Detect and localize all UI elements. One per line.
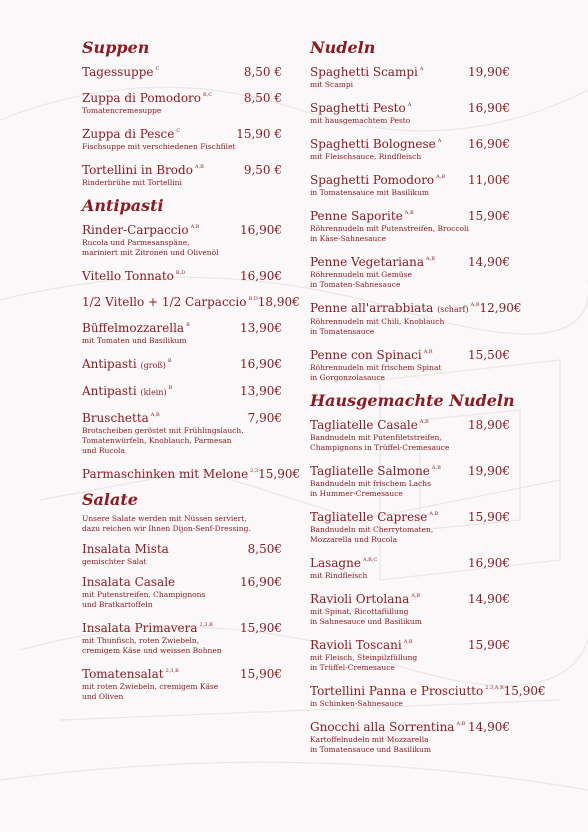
dish-name: Ravioli Ortolana	[310, 592, 410, 606]
dish-description: mit Tomaten und Basilikum	[82, 336, 187, 345]
dish-name: Spaghetti Bolognese	[310, 137, 436, 151]
dish-name: 1/2 Vitello + 1/2 Carpaccio	[82, 295, 247, 309]
dish-size: (groß)	[140, 361, 166, 370]
dish-name: Penne Saporite	[310, 209, 403, 223]
dish-price: 14,90€	[468, 592, 510, 606]
dish-description: in Tomatensauce und Basilikum	[310, 745, 431, 754]
menu-item	[310, 635, 510, 673]
dish-price: 15,90€	[258, 467, 301, 481]
allergen-codes: A,B	[404, 210, 414, 216]
dish-name-wrap	[310, 415, 429, 433]
dish-name-wrap	[310, 134, 441, 152]
item-list	[82, 542, 282, 702]
dish-name: Ravioli Toscani	[310, 638, 402, 652]
dish-description: Kartoffelnudeln mit Mozzarella	[310, 735, 429, 744]
dish-name-wrap	[82, 664, 179, 682]
menu-item	[310, 298, 522, 337]
menu-item	[82, 542, 282, 567]
menu-item-row	[82, 62, 282, 80]
dish-price: 18,90€	[468, 418, 510, 432]
dish-price: 16,90€	[240, 269, 282, 283]
menu-item-row	[310, 681, 546, 699]
allergen-codes: 2,3,B	[165, 668, 179, 674]
dish-description: Röhrennudeln mit Chili, Knoblauch	[310, 317, 445, 326]
allergen-codes: A,B	[426, 256, 435, 262]
dish-name: Tortellini Panna e Prosciutto	[310, 684, 484, 698]
dish-name: Antipasti	[82, 384, 137, 398]
menu-item	[82, 266, 282, 284]
dish-price: 15,50€	[468, 348, 510, 362]
allergen-codes: A,B	[423, 349, 433, 355]
dish-price: 16,90€	[240, 223, 282, 237]
menu-item-row	[82, 464, 301, 482]
menu-item-row	[310, 589, 510, 607]
dish-price: 16,90€	[468, 101, 510, 115]
menu-item	[82, 464, 301, 482]
section-title: Hausgemachte Nudeln	[310, 391, 515, 410]
menu-item-row	[310, 553, 510, 571]
dish-price: 9,50 €	[243, 163, 282, 177]
allergen-codes: A,B	[194, 164, 204, 170]
dish-price: 11,00€	[468, 173, 510, 187]
dish-description: in Hummer-Cremesauce	[310, 489, 403, 498]
dish-name: Gnocchi alla Sorrentina	[310, 720, 455, 734]
dish-name-wrap	[310, 345, 433, 363]
dish-price: 8,50 €	[243, 65, 282, 79]
menu-item	[82, 381, 282, 400]
section-title: Antipasti	[82, 196, 164, 215]
menu-item-row	[82, 266, 282, 284]
menu-item	[82, 575, 282, 610]
allergen-codes: A,B	[470, 302, 480, 308]
dish-description: und Bratkartoffeln	[82, 600, 153, 609]
dish-price: 14,90€	[468, 255, 510, 269]
menu-item-row	[310, 252, 510, 270]
dish-description: mit hausgemachtem Pesto	[310, 116, 411, 125]
allergen-codes: A,B	[403, 639, 413, 645]
dish-price: 15,90 €	[236, 127, 282, 141]
dish-name: Tagessuppe	[82, 65, 154, 79]
dish-name: Insalata Mista	[82, 542, 169, 556]
dish-name-wrap	[310, 507, 438, 525]
dish-description: Tomatenwürfeln, Knoblauch, Parmesan	[82, 436, 232, 445]
dish-description: mit Fleisch, Steinpilzfüllung	[310, 653, 418, 662]
dish-name: Tagliatelle Salmone	[310, 464, 430, 478]
menu-item	[82, 354, 282, 373]
dish-description: Fischsuppe mit verschiedenen Fischfilet	[82, 142, 236, 151]
dish-name-wrap	[310, 681, 504, 699]
menu-item-row	[82, 318, 282, 336]
dish-description: Röhrennudeln mit Putenstreifen, Broccoli	[310, 224, 469, 233]
menu-item	[310, 252, 510, 290]
dish-price: 13,90€	[240, 321, 282, 335]
menu-item-row	[82, 292, 300, 310]
menu-item-row	[310, 507, 510, 525]
menu-item	[82, 160, 282, 188]
dish-name: Tagliatelle Casale	[310, 418, 418, 432]
menu-item-row	[82, 408, 282, 426]
dish-name: Spaghetti Pesto	[310, 101, 406, 115]
dish-price: 15,90€	[468, 638, 510, 652]
menu-item-row	[82, 88, 282, 106]
dish-name: Insalata Casale	[82, 575, 176, 589]
section-nudeln	[310, 38, 522, 383]
menu-item	[82, 88, 282, 116]
section-salate	[82, 490, 282, 702]
menu-item-row	[82, 160, 282, 178]
menu-item	[310, 717, 510, 755]
dish-description: mit Rindfleisch	[310, 571, 368, 580]
section-title: Suppen	[82, 38, 150, 57]
menu-item	[82, 618, 282, 656]
section-antipasti	[82, 196, 301, 482]
allergen-codes: C	[176, 128, 181, 134]
section-hausgemacht	[310, 391, 546, 755]
dish-name: Büffelmozzarella	[82, 321, 185, 335]
allergen-codes: A,B	[190, 224, 200, 230]
dish-description: in Käse-Sahnesauce	[310, 234, 387, 243]
dish-price: 16,90€	[468, 556, 510, 570]
dish-name-wrap	[310, 62, 423, 80]
dish-description: in Trüffel-Cremesauce	[310, 663, 395, 672]
menu-item	[310, 415, 510, 453]
dish-name-wrap	[310, 461, 441, 479]
dish-name-wrap	[82, 575, 175, 590]
dish-name-wrap	[310, 206, 414, 224]
dish-name-wrap	[82, 88, 212, 106]
dish-description: mit Putenstreifen, Champignons	[82, 590, 206, 599]
dish-description: in Sahnesauce und Basilikum	[310, 617, 422, 626]
dish-description: Bandnudeln mit Putenfiletstreifen,	[310, 433, 442, 442]
menu-item-row	[310, 62, 510, 80]
item-list	[82, 62, 282, 188]
dish-name-wrap	[310, 553, 377, 571]
item-list	[310, 415, 546, 755]
dish-description: Röhrennudeln mit frischem Spinat	[310, 363, 442, 372]
allergen-codes: A,B	[429, 511, 439, 517]
menu-item	[310, 206, 510, 244]
dish-price: 12,90€	[479, 301, 522, 315]
dish-name-wrap	[82, 292, 258, 310]
dish-name-wrap	[82, 618, 213, 636]
dish-price: 18,90€	[257, 295, 300, 309]
dish-name-wrap	[82, 464, 258, 482]
section-title: Salate	[82, 490, 138, 509]
dish-name: Tomatensalat	[82, 667, 164, 681]
allergen-codes: B	[168, 385, 173, 391]
menu-item	[310, 62, 510, 90]
menu-item-row	[82, 664, 282, 682]
menu-item	[310, 553, 510, 581]
dish-description: in Gorgonzolasauce	[310, 373, 385, 382]
dish-price: 16,90€	[468, 137, 510, 151]
dish-price: 7,90€	[247, 411, 282, 425]
dish-name-wrap	[82, 381, 172, 400]
menu-item-row	[310, 717, 510, 735]
dish-description: mit Fleischsauce, Rindfleisch	[310, 152, 422, 161]
dish-price: 14,90€	[468, 720, 510, 734]
dish-name: Zuppa di Pesce	[82, 127, 175, 141]
item-list	[82, 220, 301, 482]
dish-name-wrap	[82, 124, 180, 142]
allergen-codes: A,B	[431, 465, 441, 471]
dish-description: Tomatencremesuppe	[82, 106, 162, 115]
dish-description: Röhrennudeln mit Gemüse	[310, 270, 412, 279]
dish-description: in Schinken-Sahnesauce	[310, 699, 403, 708]
dish-name-wrap	[82, 266, 185, 284]
allergen-codes: A	[407, 102, 412, 108]
dish-price: 15,90€	[240, 621, 282, 635]
allergen-codes: B,D	[248, 296, 258, 302]
dish-name: Penne all'arrabbiata	[310, 301, 434, 315]
menu-item-row	[82, 220, 282, 238]
menu-item-row	[310, 635, 510, 653]
dish-name-wrap	[310, 170, 445, 188]
dish-description: Rinderbrühe mit Tortellini	[82, 178, 182, 187]
menu-item-row	[82, 354, 282, 373]
dish-name-wrap	[82, 542, 169, 557]
dish-price: 16,90€	[240, 575, 282, 589]
allergen-codes: A	[437, 138, 442, 144]
menu-item-row	[82, 618, 282, 636]
dish-name-wrap	[310, 298, 480, 317]
dish-description: und Oliven	[82, 692, 124, 701]
allergen-codes: B,D	[175, 270, 186, 276]
menu-item	[82, 292, 300, 310]
dish-size: (scharf)	[437, 305, 469, 314]
allergen-codes: A,B	[411, 593, 421, 599]
dish-name-wrap	[82, 408, 160, 426]
dish-name: Insalata Primavera	[82, 621, 198, 635]
dish-name: Zuppa di Pomodoro	[82, 91, 202, 105]
dish-name: Rinder-Carpaccio	[82, 223, 189, 237]
dish-description: Champignons in Trüffel-Cremesauce	[310, 443, 450, 452]
right-column	[310, 38, 546, 763]
allergen-codes: A,B	[419, 419, 429, 425]
dish-price: 16,90€	[240, 357, 282, 371]
dish-name-wrap	[82, 62, 159, 80]
dish-price: 13,90€	[240, 384, 282, 398]
section-title: Nudeln	[310, 38, 376, 57]
dish-name-wrap	[82, 318, 190, 336]
dish-description: Brotscheiben geröstet mit Frühlingslauch,	[82, 426, 244, 435]
dish-name-wrap	[310, 717, 465, 735]
dish-name: Tortellini in Brodo	[82, 163, 193, 177]
dish-name-wrap	[310, 635, 413, 653]
allergen-codes: A,B	[456, 721, 466, 727]
menu-item-row	[82, 381, 282, 400]
dish-name: Parmaschinken mit Melone	[82, 467, 249, 481]
dish-description: und Rucola	[82, 446, 125, 455]
menu-item	[82, 408, 282, 456]
dish-description: mit Spinat, Ricottafüllung	[310, 607, 409, 616]
menu-item	[310, 507, 510, 545]
dish-name-wrap	[82, 220, 199, 238]
menu-item	[310, 589, 510, 627]
allergen-codes: 2,3,B	[199, 622, 213, 628]
dish-price: 15,90€	[240, 667, 282, 681]
menu-item	[310, 681, 546, 709]
section-suppen	[82, 38, 282, 188]
dish-description: mit roten Zwiebeln, cremigem Käse	[82, 682, 219, 691]
dish-price: 15,90€	[503, 684, 546, 698]
allergen-codes: B	[167, 358, 172, 364]
dish-description: mit Thunfisch, roten Zwiebeln,	[82, 636, 200, 645]
dish-price: 19,90€	[468, 464, 510, 478]
dish-description: mit Scampi	[310, 80, 354, 89]
dish-description: in Tomaten-Sahnesauce	[310, 280, 401, 289]
dish-name-wrap	[310, 589, 420, 607]
dish-description: gemischter Salat	[82, 557, 147, 566]
dish-name: Penne con Spinaci	[310, 348, 422, 362]
menu-item	[310, 461, 510, 499]
menu-item	[310, 170, 510, 198]
allergen-codes: A,B,C	[362, 557, 378, 563]
allergen-codes: B	[186, 322, 190, 328]
menu-item	[310, 98, 510, 126]
dish-name: Antipasti	[82, 357, 137, 371]
dish-name: Bruschetta	[82, 411, 149, 425]
menu-item-row	[82, 124, 282, 142]
item-list	[310, 62, 522, 383]
menu-item	[82, 220, 282, 258]
dish-name: Lasagne	[310, 556, 361, 570]
menu-item-row	[310, 415, 510, 433]
menu-item-row	[310, 170, 510, 188]
dish-name: Tagliatelle Caprese	[310, 510, 428, 524]
menu-item-row	[310, 134, 510, 152]
menu-item-row	[310, 206, 510, 224]
menu-item-row	[310, 298, 522, 317]
allergen-codes: 2,3	[250, 468, 259, 474]
dish-description: Rucola und Parmesanspäne,	[82, 238, 190, 247]
dish-price: 19,90€	[468, 65, 510, 79]
allergen-codes: 2,3,A,B	[485, 685, 504, 691]
menu-item	[310, 345, 510, 383]
allergen-codes: A,B	[150, 412, 160, 418]
dish-description: Bandnudeln mit Cherrytomaten,	[310, 525, 434, 534]
menu-item	[82, 124, 282, 152]
menu-item-row	[310, 98, 510, 116]
menu-item-row	[82, 575, 282, 590]
dish-name: Penne Vegetariana	[310, 255, 425, 269]
dish-description: cremigem Käse und weissen Bohnen	[82, 646, 222, 655]
note-line: Unsere Salate werden mit Nüssen serviert,	[82, 514, 247, 523]
menu-item	[310, 134, 510, 162]
dish-name: Spaghetti Scampi	[310, 65, 418, 79]
dish-name-wrap	[82, 354, 172, 373]
allergen-codes: C	[155, 66, 160, 72]
dish-size: (klein)	[140, 388, 167, 397]
allergen-codes: B,C	[203, 92, 213, 98]
dish-description: in Tomatensauce mit Basilikum	[310, 188, 430, 197]
dish-price: 8,50€	[247, 542, 282, 556]
dish-price: 15,90€	[468, 209, 510, 223]
menu-item-row	[82, 542, 282, 557]
menu-item	[82, 664, 282, 702]
dish-price: 15,90€	[468, 510, 510, 524]
dish-name-wrap	[82, 160, 204, 178]
dish-description: mariniert mit Zitronen und Olivenöl	[82, 248, 219, 257]
allergen-codes: A,B	[436, 174, 446, 180]
dish-description: Bandnudeln mit frischem Lachs	[310, 479, 431, 488]
note-line: dazu reichen wir Ihnen Dijon-Senf-Dressing.	[82, 524, 251, 533]
dish-description: Mozzarella und Rucola	[310, 535, 398, 544]
dish-name: Vitello Tonnato	[82, 269, 174, 283]
salate-note	[82, 514, 282, 534]
dish-description: in Tomatensauce	[310, 327, 375, 336]
menu-item	[82, 62, 282, 80]
menu-item-row	[310, 461, 510, 479]
menu-item-row	[310, 345, 510, 363]
dish-name-wrap	[310, 252, 435, 270]
dish-name-wrap	[310, 98, 411, 116]
dish-price: 8,50 €	[243, 91, 282, 105]
menu-item	[82, 318, 282, 346]
allergen-codes: A	[419, 66, 424, 72]
dish-name: Spaghetti Pomodoro	[310, 173, 435, 187]
left-column	[82, 38, 301, 710]
